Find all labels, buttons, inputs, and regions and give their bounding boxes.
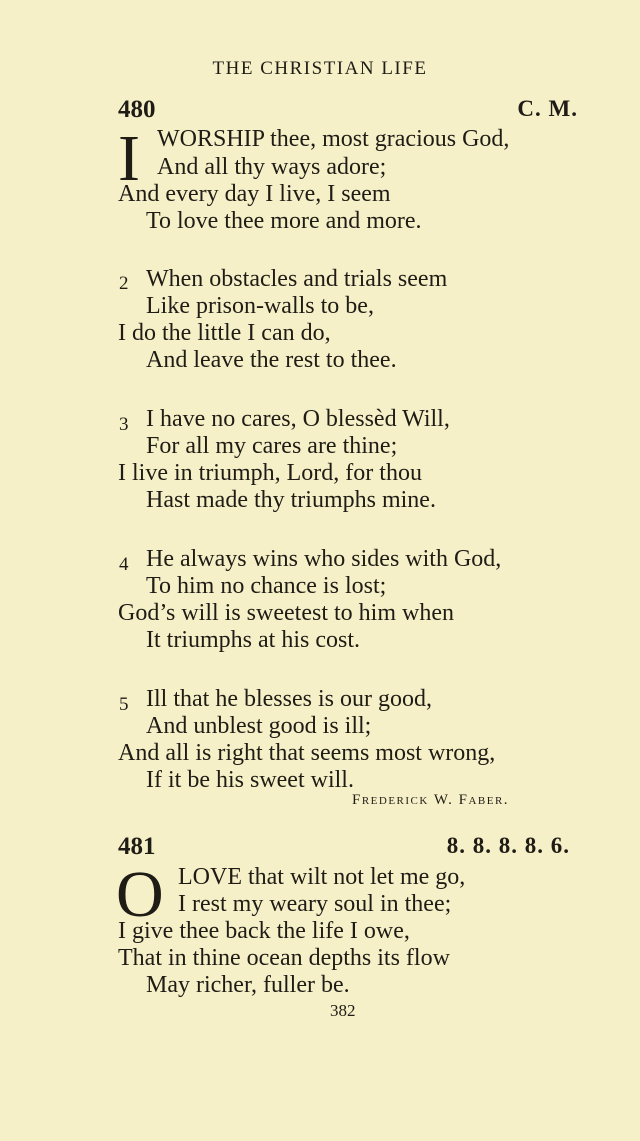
drop-cap: O: [116, 858, 164, 931]
verse-line: I do the little I can do,: [118, 320, 331, 346]
verse-line: And leave the rest to thee.: [146, 347, 397, 373]
verse-line: To him no chance is lost;: [146, 573, 387, 599]
verse-number: 4: [119, 554, 129, 575]
verse-line: And all is right that seems most wrong,: [118, 740, 496, 766]
verse-line: I have no cares, O blessèd Will,: [146, 406, 450, 432]
verse-line: He always wins who sides with God,: [146, 546, 502, 572]
verse-line: Ill that he blesses is our good,: [146, 686, 432, 712]
verse-line: I live in triumph, Lord, for thou: [118, 460, 422, 486]
hymn-number: 480: [118, 96, 156, 123]
verse-line: I give thee back the life I owe,: [118, 918, 410, 944]
verse-line: To love thee more and more.: [146, 208, 422, 234]
verse-line: Hast made thy triumphs mine.: [146, 487, 436, 513]
hymn-header: [118, 833, 578, 863]
attribution: Frederick W. Faber.: [352, 792, 510, 808]
verse-line: LOVE that wilt not let me go,: [178, 864, 466, 890]
page-number: 382: [330, 1001, 356, 1020]
hymn-meter: 8. 8. 8. 8. 6.: [446, 833, 570, 858]
verse-number: 3: [119, 414, 129, 435]
verse-line: And all thy ways adore;: [157, 154, 387, 180]
verse-line: Like prison-walls to be,: [146, 293, 374, 319]
verse-line: When obstacles and trials seem: [146, 266, 448, 292]
verse-line: And every day I live, I seem: [118, 181, 391, 207]
verse-line: May richer, fuller be.: [146, 972, 350, 998]
drop-cap: I: [118, 122, 140, 195]
verse-line: I rest my weary soul in thee;: [178, 891, 452, 917]
verse-line: For all my cares are thine;: [146, 433, 398, 459]
verse-line: It triumphs at his cost.: [146, 627, 360, 653]
verse-number: 5: [119, 694, 129, 715]
verse-line: If it be his sweet will.: [146, 767, 354, 793]
verse-number: 2: [119, 273, 129, 294]
verse-line: That in thine ocean depths its flow: [118, 945, 450, 971]
verse-line: And unblest good is ill;: [146, 713, 372, 739]
verse-line: WORSHIP thee, most gracious God,: [157, 126, 510, 152]
hymn-header: [118, 96, 578, 126]
hymn-meter: C. M.: [517, 96, 578, 121]
verse-line: God’s will is sweetest to him when: [118, 600, 454, 626]
running-head: THE CHRISTIAN LIFE: [212, 58, 428, 79]
hymn-number: 481: [118, 833, 156, 860]
